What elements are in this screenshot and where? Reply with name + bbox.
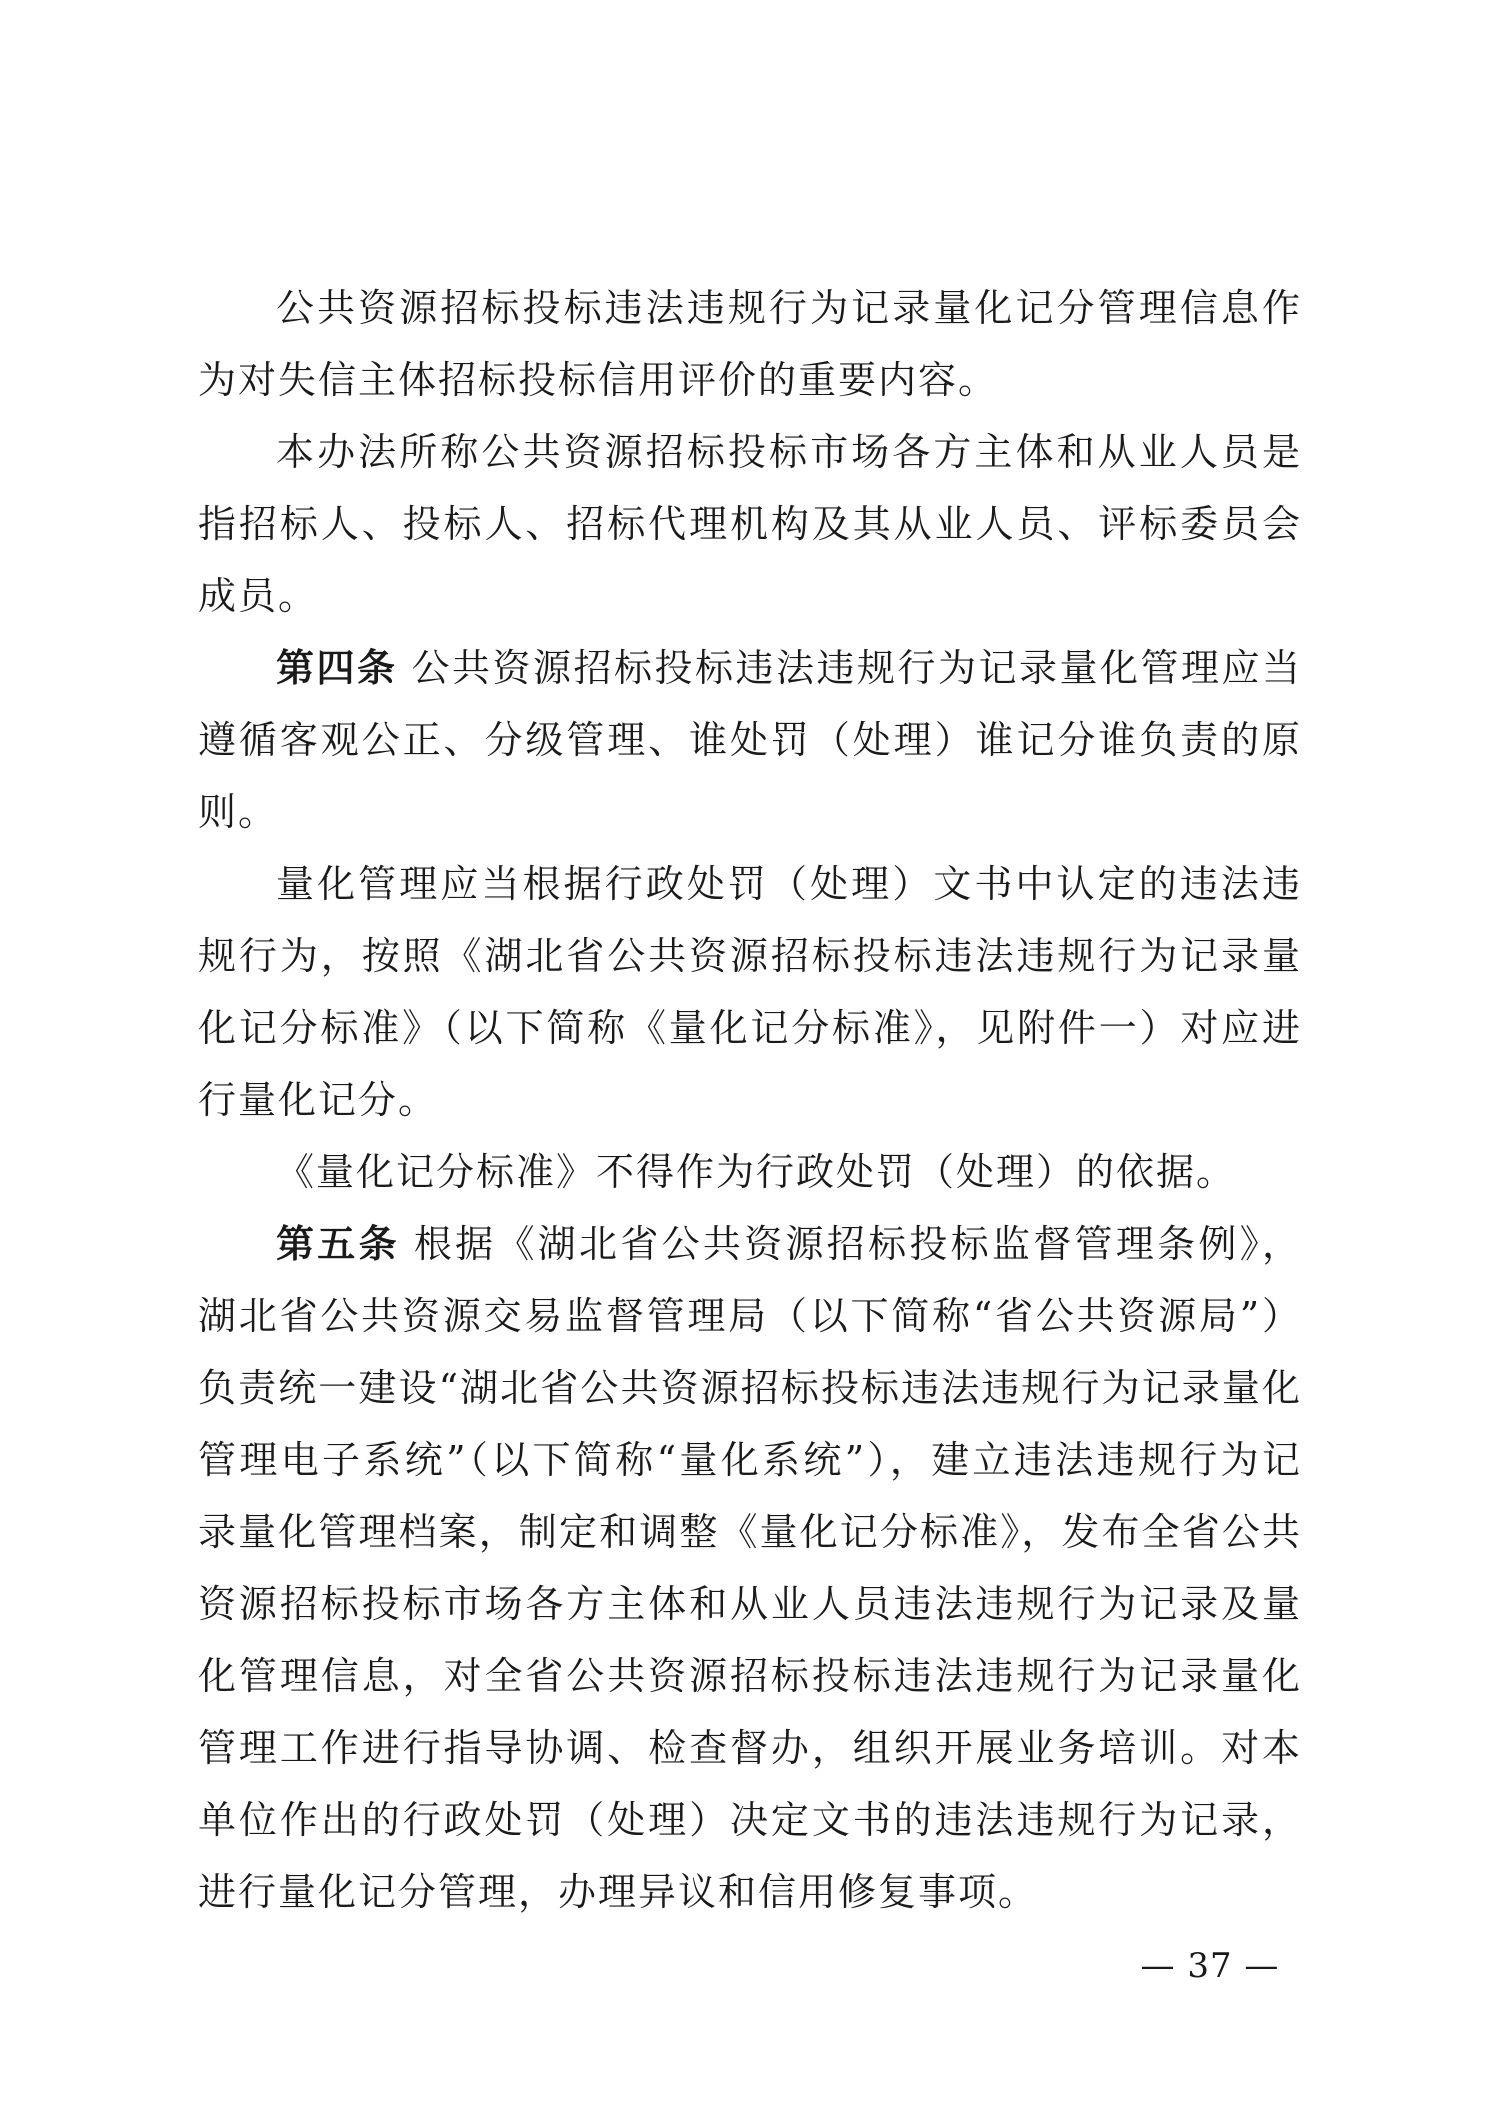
paragraph-text: 公共资源招标投标违法违规行为记录量化管理应当遵循客观公正、分级管理、谁处罚（处理）谁记分谁负责的原则。 [198, 646, 1302, 834]
paragraph-text: 本办法所称公共资源招标投标市场各方主体和从业人员是指招标人、投标人、招标代理机构及其从业人员、评标委员会成员。 [198, 430, 1302, 618]
paragraph-text: 量化管理应当根据行政处罚（处理）文书中认定的违法违规行为，按照《湖北省公共资源招标投标违法违规行为记录量化记分标准》（以下简称《量化记分标准》，见附件一）对应进行量化记分。 [198, 862, 1302, 1122]
paragraph-text: 《量化记分标准》不得作为行政处罚（处理）的依据。 [276, 1150, 1237, 1194]
paragraph-text: 公共资源招标投标违法违规行为记录量化记分管理信息作为对失信主体招标投标信用评价的重要内容。 [198, 286, 1302, 402]
paragraph-text: 根据《湖北省公共资源招标投标监督管理条例》，湖北省公共资源交易监督管理局（以下简称“省公共资源局”）负责统一建设“湖北省公共资源招标投标违法违规行为记录量化管理电子系统”（以下简称“量化系统”），建立违法违规行为记录量化管理档案，制定和调整《量化记分标准》，发布全省公共资源招标投标市场各方主体和从业人员违法违规行为记录及量化管理信息，对全省公共资源招标投标违法违规行为记录量化管理工作进行指导协调、检查督办，组织开展业务培训。对本单位作出的行政处罚（处理）决定文书的违法违规行为记录，进行量化记分管理，办理异议和信用修复事项。 [198, 1222, 1302, 1914]
page-number: — 37 — [1140, 1946, 1280, 1986]
article-heading: 第四条 [276, 645, 398, 690]
document-body [198, 272, 1302, 1928]
article-5 [198, 1208, 1302, 1928]
paragraph-subject-definition [198, 416, 1302, 632]
paragraph-quantification-basis [198, 848, 1302, 1136]
article-4 [198, 632, 1302, 848]
paragraph-credit-evaluation [198, 272, 1302, 416]
article-heading: 第五条 [276, 1221, 400, 1266]
paragraph-standard-not-basis [198, 1136, 1302, 1208]
